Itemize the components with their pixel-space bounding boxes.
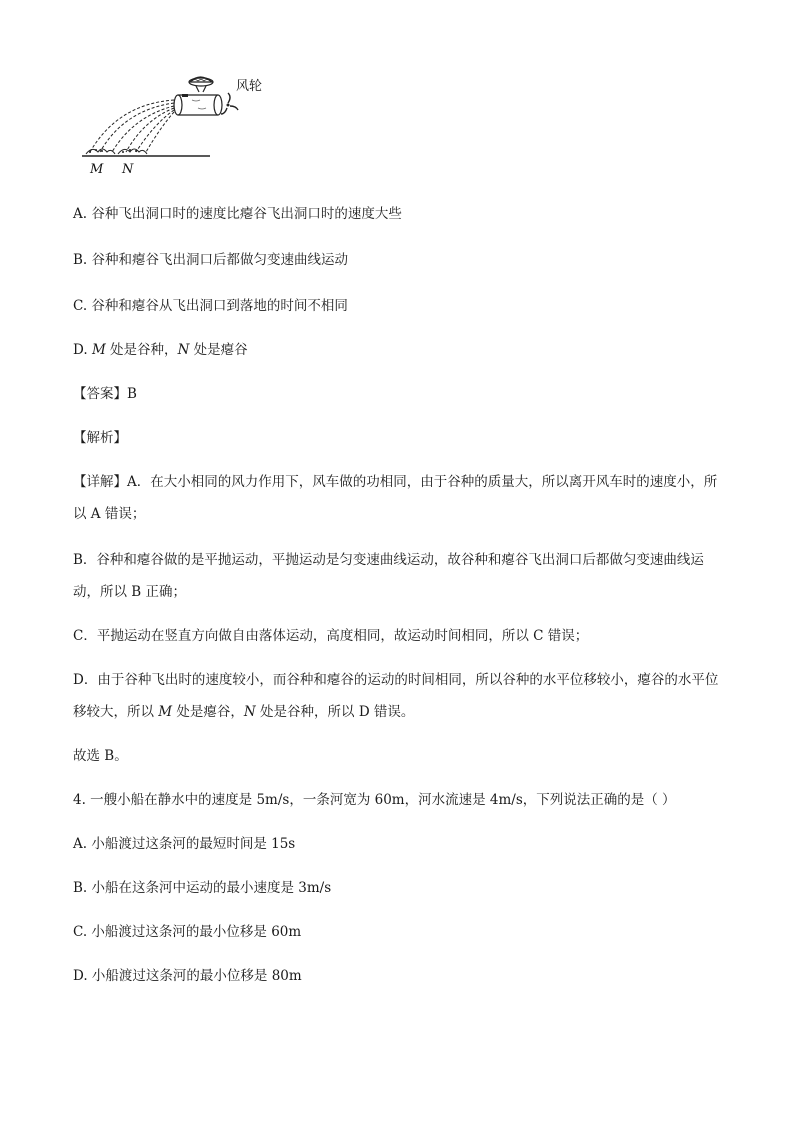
q3-answer: 【答案】B: [73, 386, 137, 402]
q3-option-a: A. 谷种飞出洞口时的速度比瘪谷飞出洞口时的速度大些: [73, 206, 402, 222]
q3-detail-b: B．谷种和瘪谷做的是平抛运动，平抛运动是匀变速曲线运动，故谷种和瘪谷飞出洞口后都做匀变速曲线运动，所以 B 正确；: [73, 552, 704, 600]
detail-d-part2: 处是瘪谷，: [172, 704, 244, 720]
detail-var-m: M: [158, 704, 173, 720]
trajectory-lines: [90, 100, 174, 152]
label-n: N: [122, 162, 134, 177]
q4-option-d: D. 小船渡过这条河的最小位移是 80m: [73, 968, 302, 984]
q3-conclusion: 故选 B。: [73, 748, 128, 764]
option-d-mid: 处是谷种，: [105, 342, 178, 358]
label-m: M: [90, 162, 104, 177]
var-m: M: [91, 342, 106, 358]
q3-option-d: [73, 340, 248, 360]
q3-option-b: B. 谷种和瘪谷飞出洞口后都做匀变速曲线运动: [73, 252, 349, 268]
detail-var-n: N: [243, 704, 256, 720]
q4-stem: 4. 一艘小船在静水中的速度是 5m/s，一条河宽为 60m，河水流速是 4m/s，下列说法正确的是（ ）: [73, 792, 676, 808]
detail-d-part1: D．由于谷种飞出时的速度较小，而谷种和瘪谷的运动的时间相同，所以谷种的水平位移较小，瘪谷的水平位移较大，所以: [73, 672, 719, 720]
q4-option-b: B. 小船在这条河中运动的最小速度是 3m/s: [73, 880, 332, 896]
barrel-icon: [174, 94, 222, 115]
q4-option-c: C. 小船渡过这条河的最小位移是 60m: [73, 924, 302, 940]
hopper-icon: [189, 77, 213, 92]
q3-option-c: C. 谷种和瘪谷从飞出洞口到落地的时间不相同: [73, 298, 348, 314]
fan-icon: [221, 93, 238, 114]
q4-option-a: A. 小船渡过这条河的最短时间是 15s: [73, 836, 296, 852]
option-d-suffix: 处是瘪谷: [189, 342, 248, 358]
q3-analysis-heading: 【解析】: [73, 430, 127, 446]
option-d-prefix: D.: [73, 342, 92, 358]
winnowing-figure: [78, 70, 268, 182]
var-n: N: [177, 342, 190, 358]
detail-d-part3: 处是谷种，所以 D 错误。: [255, 704, 415, 720]
q3-detail-d: [73, 664, 723, 728]
q3-detail-a: 【详解】A．在大小相同的风力作用下，风车做的功相同，由于谷种的质量大，所以离开风车时的速度小，所以 A 错误；: [73, 474, 718, 522]
q3-detail-c: C．平抛运动在竖直方向做自由落体运动，高度相同，故运动时间相同，所以 C 错误；: [73, 628, 589, 644]
grain-pile-n: [118, 149, 147, 154]
label-wind-wheel: 风轮: [236, 79, 263, 94]
